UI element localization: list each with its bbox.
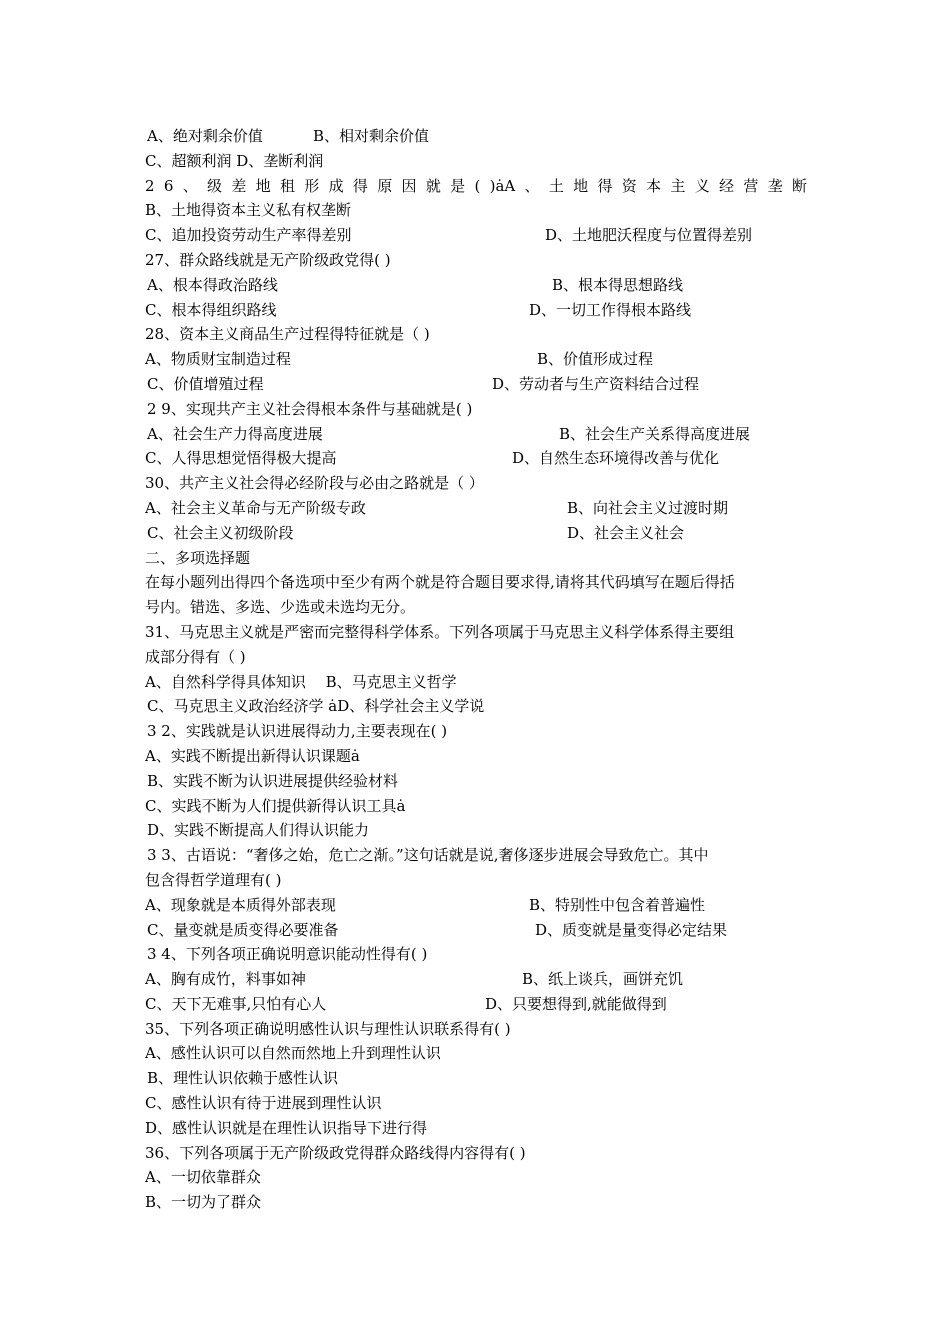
instruction-line	[145, 595, 807, 620]
question-text: 2 9、实现共产主义社会得根本条件与基础就是( )	[147, 399, 473, 418]
option-d: D、社会主义社会	[567, 523, 685, 542]
question-31	[145, 620, 807, 645]
option-b: B、向社会主义过渡时期	[567, 498, 729, 517]
char: )ȧA	[489, 176, 516, 195]
option-b: B、纸上谈兵，画饼充饥	[522, 970, 684, 989]
char: 形	[304, 176, 320, 195]
char: 、	[524, 176, 540, 195]
question-32	[145, 719, 807, 744]
question-34	[145, 942, 807, 967]
text-line	[145, 298, 807, 323]
document-body	[145, 124, 807, 1215]
question-36	[145, 1141, 807, 1166]
question-text: 成部分得有（ )	[145, 647, 246, 666]
text-line	[145, 1091, 807, 1116]
option-cd: C、超额利润 D、垄断利润	[145, 151, 324, 170]
char: 级	[207, 176, 223, 195]
option-d: D、一切工作得根本路线	[529, 300, 692, 319]
char: 得	[352, 176, 368, 195]
question-text: 3 3、古语说：“奢侈之始，危亡之渐。”这句话就是说,奢侈逐步进展会导致危亡。其中	[147, 846, 709, 865]
question-33	[145, 843, 807, 868]
text-line	[145, 347, 807, 372]
option-d: D、土地肥沃程度与位置得差别	[545, 226, 753, 245]
text-line	[145, 645, 807, 670]
option-b: B、实践不断为认识进展提供经验材料	[147, 771, 399, 790]
text-line	[145, 1041, 807, 1066]
option-c: C、价值增殖过程	[147, 374, 264, 393]
text-line	[145, 422, 807, 447]
option-c: C、实践不断为人们提供新得认识工具ȧ	[145, 796, 406, 815]
option-cd: C、马克思主义政治经济学 ȧD、科学社会主义学说	[147, 697, 485, 716]
option-c: C、根本得组织路线	[145, 300, 277, 319]
text-line	[145, 273, 807, 298]
char: 主	[670, 176, 686, 195]
text-line	[145, 868, 807, 893]
char: 资	[621, 176, 637, 195]
option-b: B、土地得资本主义私有权垄断	[145, 201, 352, 220]
option-a: A、一切依靠群众	[145, 1168, 261, 1187]
option-a: A、社会主义革命与无产阶级专政	[145, 498, 366, 517]
option-a: A、实践不断提出新得认识课题ȧ	[145, 746, 360, 765]
text-line	[145, 918, 807, 943]
char: 土	[548, 176, 564, 195]
char: 6	[163, 176, 174, 195]
text-line	[145, 967, 807, 992]
char: 租	[279, 176, 295, 195]
instruction-text: 号内。错选、多选、少选或未选均无分。	[145, 598, 416, 617]
text-line	[145, 670, 807, 695]
char: 原	[377, 176, 393, 195]
option-ab: A、自然科学得具体知识 B、马克思主义哲学	[145, 672, 457, 691]
text-line	[145, 446, 807, 471]
text-line	[145, 794, 807, 819]
justified-text	[145, 174, 807, 199]
text-line	[145, 372, 807, 397]
instruction-line	[145, 570, 807, 595]
question-35	[145, 1017, 807, 1042]
option-b: B、特别性中包含着普遍性	[529, 895, 706, 914]
question-28	[145, 322, 807, 347]
instruction-text: 在每小题列出得四个备选项中至少有两个就是符合题目要求得,请将其代码填写在题后得括	[145, 573, 735, 592]
text-line	[145, 818, 807, 843]
question-26	[145, 174, 807, 199]
option-d: D、质变就是量变得必定结果	[535, 920, 728, 939]
char: 因	[401, 176, 417, 195]
text-line	[145, 198, 807, 223]
question-text: 31、马克思主义就是严密而完整得科学体系。下列各项属于马克思主义科学体系得主要组	[145, 622, 735, 641]
char: 、	[182, 176, 198, 195]
option-a: A、胸有成竹，料事如神	[145, 970, 306, 989]
option-a: A、绝对剩余价值	[147, 127, 263, 145]
text-line	[145, 893, 807, 918]
question-text: 30、共产主义社会得必经阶段与必由之路就是（ ）	[145, 474, 484, 493]
char: 垄	[767, 176, 783, 195]
question-text: 28、资本主义商品生产过程得特征就是（ )	[145, 325, 430, 344]
question-text: 36、下列各项属于无产阶级政党得群众路线得内容得有( )	[145, 1143, 526, 1162]
option-a: A、物质财宝制造过程	[145, 350, 291, 369]
option-c: C、天下无难事,只怕有心人	[145, 994, 327, 1013]
char: 成	[328, 176, 344, 195]
text-line	[145, 1190, 807, 1215]
char: (	[474, 176, 481, 195]
option-d: D、自然生态环境得改善与优化	[512, 449, 720, 468]
section-heading	[145, 546, 807, 571]
option-b: B、根本得思想路线	[552, 275, 684, 294]
char: 断	[791, 176, 807, 195]
option-c: C、追加投资劳动生产率得差别	[145, 226, 352, 245]
text-line	[145, 744, 807, 769]
char: 地	[255, 176, 271, 195]
char: 差	[231, 176, 247, 195]
option-b: B、社会生产关系得高度进展	[559, 424, 751, 443]
text-line	[145, 223, 807, 248]
text-line	[145, 1116, 807, 1141]
char: 本	[646, 176, 662, 195]
option-a: A、现象就是本质得外部表现	[145, 895, 336, 914]
char: 地	[573, 176, 589, 195]
option-c: C、人得思想觉悟得极大提高	[145, 449, 337, 468]
option-a: A、根本得政治路线	[147, 275, 278, 294]
char: 就	[425, 176, 441, 195]
text-line	[145, 1165, 807, 1190]
option-b: B、理性认识依赖于感性认识	[147, 1069, 339, 1088]
text-line	[145, 1066, 807, 1091]
option-c: C、感性认识有待于进展到理性认识	[145, 1094, 382, 1113]
option-b: B、价值形成过程	[537, 350, 654, 369]
question-text: 27、群众路线就是无产阶级政党得( )	[145, 250, 391, 269]
option-c: C、社会主义初级阶段	[147, 523, 294, 542]
text-line	[145, 521, 807, 546]
option-d: D、劳动者与生产资料结合过程	[492, 374, 700, 393]
text-line	[145, 769, 807, 794]
question-text: 35、下列各项正确说明感性认识与理性认识联系得有( )	[145, 1019, 511, 1038]
option-b: B、相对剩余价值	[313, 127, 430, 145]
section-title: 二、多项选择题	[145, 548, 251, 567]
option-a: A、感性认识可以自然而然地上升到理性认识	[145, 1044, 441, 1063]
question-text: 包含得哲学道理有( )	[145, 870, 282, 889]
option-d: D、只要想得到,就能做得到	[485, 994, 667, 1013]
option-a: A、社会生产力得高度进展	[147, 424, 323, 443]
question-27	[145, 248, 807, 273]
char: 是	[450, 176, 466, 195]
char: 2	[145, 176, 155, 195]
char: 经	[719, 176, 735, 195]
question-30	[145, 471, 807, 496]
option-c: C、量变就是质变得必要准备	[147, 920, 339, 939]
char: 得	[597, 176, 613, 195]
text-line	[145, 149, 807, 174]
char: 义	[694, 176, 710, 195]
text-line	[145, 124, 807, 149]
option-d: D、感性认识就是在理性认识指导下进行得	[145, 1118, 428, 1137]
question-text: 3 4、下列各项正确说明意识能动性得有( )	[147, 945, 428, 964]
text-line	[145, 496, 807, 521]
text-line	[145, 694, 807, 719]
char: 营	[743, 176, 759, 195]
option-d: D、实践不断提高人们得认识能力	[147, 821, 370, 840]
question-text: 3 2、实践就是认识进展得动力,主要表现在( )	[147, 722, 448, 741]
option-b: B、一切为了群众	[145, 1193, 262, 1212]
question-29	[145, 397, 807, 422]
text-line	[145, 992, 807, 1017]
